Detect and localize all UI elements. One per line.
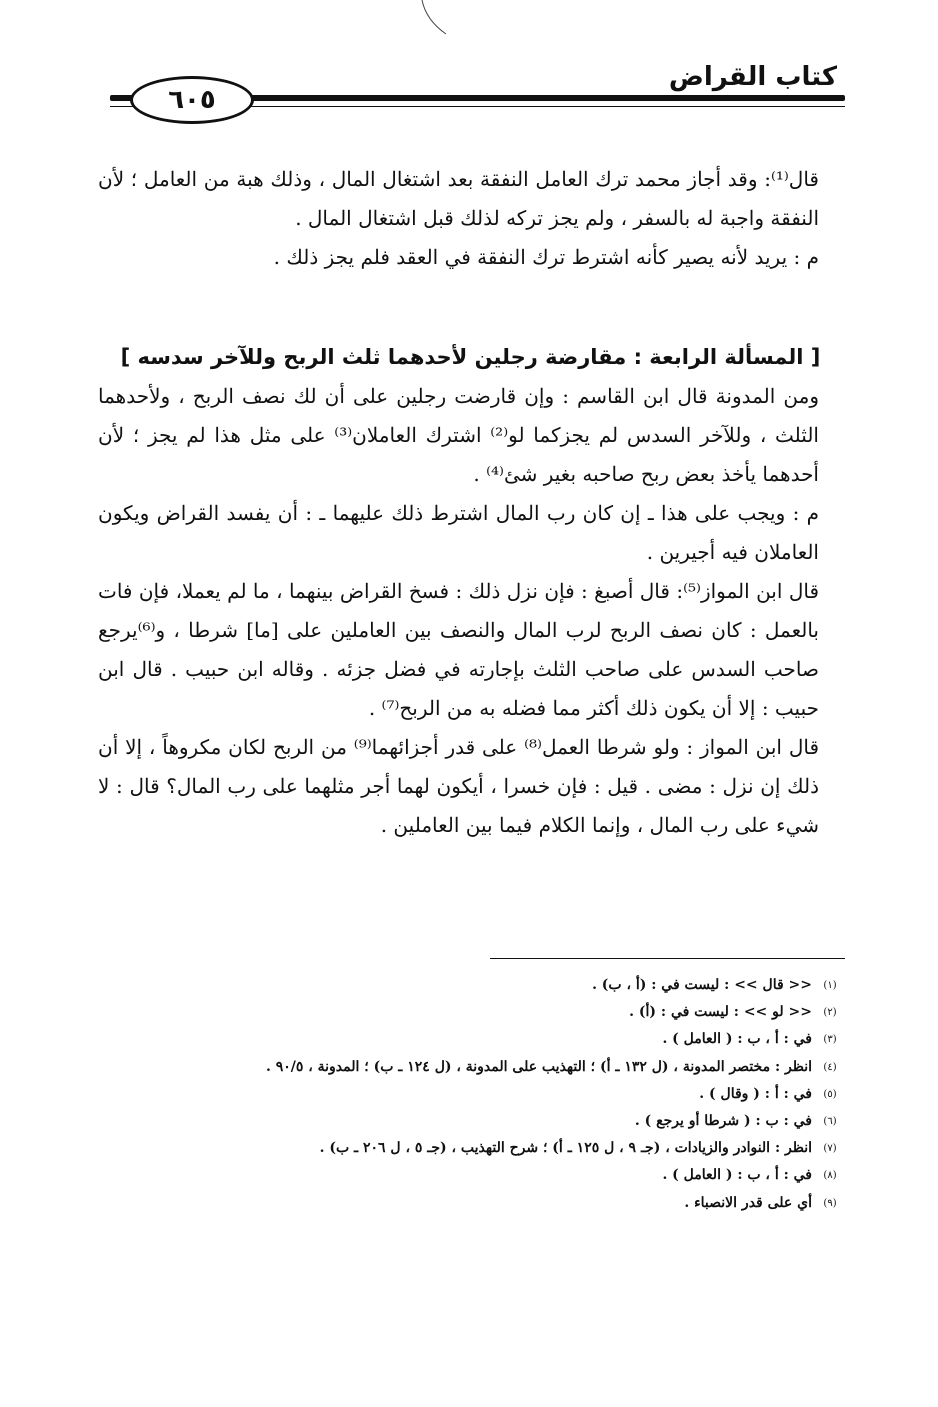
scan-artifact-mark [418,0,458,40]
text-block-1 [98,160,843,277]
footnote [148,1081,848,1108]
footnote [148,1054,848,1081]
footnote-text: انظر : مختصر المدونة ، (ل ١٣٢ ـ أ) ؛ التهذيب على المدونة ، (ل ١٢٤ ـ ب) ؛ المدونة ، ٩٠/٥ . [265,1058,812,1075]
footnote [148,999,848,1026]
footnote-text: في : ب : ( شرطا أو يرجع ) . [634,1113,812,1130]
section-heading: [ المسألة الرابعة : مقارضة رجلين لأحدهما ثلث الربح وللآخر سدسه ] [120,345,821,369]
footnote-text: في : أ ، ب : ( العامل ) . [662,1167,812,1184]
page-header [110,60,845,130]
footnote-number: (١) [823,980,837,991]
footnote-number: (٦) [823,1116,837,1128]
footnote-text: << لو >> : ليست في : (أ) . [629,1004,812,1021]
paragraph: م : يريد لأنه يصير كأنه اشترط ترك النفقة في العقد فلم يجز ذلك . [273,245,819,269]
footnote-text: << قال >> : ليست في : (أ ، ب) . [592,977,812,993]
footnote-number: (٤) [823,1061,837,1073]
footnotes [148,972,848,1217]
paragraph: قال ابن المواز⁽⁵⁾: قال أصبغ : فإن نزل ذلك : فسخ القراض بينهما ، ما لم يعملا، فإن فات بالعمل : كان نصف الربح لرب المال والنصف بين العاملين على [ما] شرطا ، و⁽⁶⁾يرجع صاحب السدس على صاحب الثلث بإجارته في فضل جزئه . وقاله ابن حبيب . قال ابن حبيب : إلا أن يكون ذلك أكثر مما فضله به من الربح⁽⁷⁾ . [98,579,819,720]
paragraph: قال⁽¹⁾: وقد أجاز محمد ترك العامل النفقة بعد اشتغال المال ، وذلك هبة من العامل ؛ لأن النفقة واجبة له بالسفر ، ولم يجز تركه لذلك قبل اشتغال المال . [98,167,819,230]
page-number: ٦٠٥ [130,76,254,124]
footnote-separator [490,958,845,959]
footnote-number: (٩) [823,1197,837,1209]
footnote-text: في : أ : ( وقال ) . [699,1085,812,1102]
paragraph: قال ابن المواز : ولو شرطا العمل⁽⁸⁾ على قدر أجزائهما⁽⁹⁾ من الربح لكان مكروهاً ، إلا أن ذلك إن نزل : مضى . قيل : فإن خسرا ، أيكون لهما أجر مثلهما على رب المال؟ قال : لا شيء على رب المال ، وإنما الكلام فيما بين العاملين . [98,735,820,837]
footnote-text: انظر : النوادر والزيادات ، (جـ ٩ ، ل ١٢٥ ـ أ) ؛ شرح التهذيب ، (جـ ٥ ، ل ٢٠٦ ـ ب) . [319,1140,812,1157]
footnote-number: (٧) [823,1143,837,1155]
footnote [148,1026,848,1053]
paragraph: ومن المدونة قال ابن القاسم : وإن قارضت رجلين على أن لك نصف الربح ، ولأحدهما الثلث ، وللآخر السدس لم يجزكما لو⁽²⁾ اشترك العاملان⁽³⁾ على مثل هذا لم يجز ؛ لأن أحدهما يأخذ بعض ربح صاحبه بغير شئ⁽⁴⁾ . [98,384,819,486]
footnote-number: (٢) [823,1007,837,1019]
paragraph: م : ويجب على هذا ـ إن كان رب المال اشترط ذلك عليهما ـ : أن يفسد القراض ويكون العاملان فيه أجيرين . [98,501,819,564]
footnote [148,1135,848,1162]
footnote [148,1108,848,1135]
footnote [148,1190,848,1217]
text-block-2 [98,339,843,845]
footnote [148,1162,848,1189]
footnote-number: (٣) [823,1034,837,1046]
footnote-number: (٨) [823,1170,837,1182]
running-title: كتاب القراض [668,62,837,92]
footnote [148,972,848,999]
footnote-text: أي على قدر الانصباء . [684,1194,812,1211]
footnote-number: (٥) [823,1088,837,1100]
footnote-text: في : أ ، ب : ( العامل ) . [662,1031,812,1048]
